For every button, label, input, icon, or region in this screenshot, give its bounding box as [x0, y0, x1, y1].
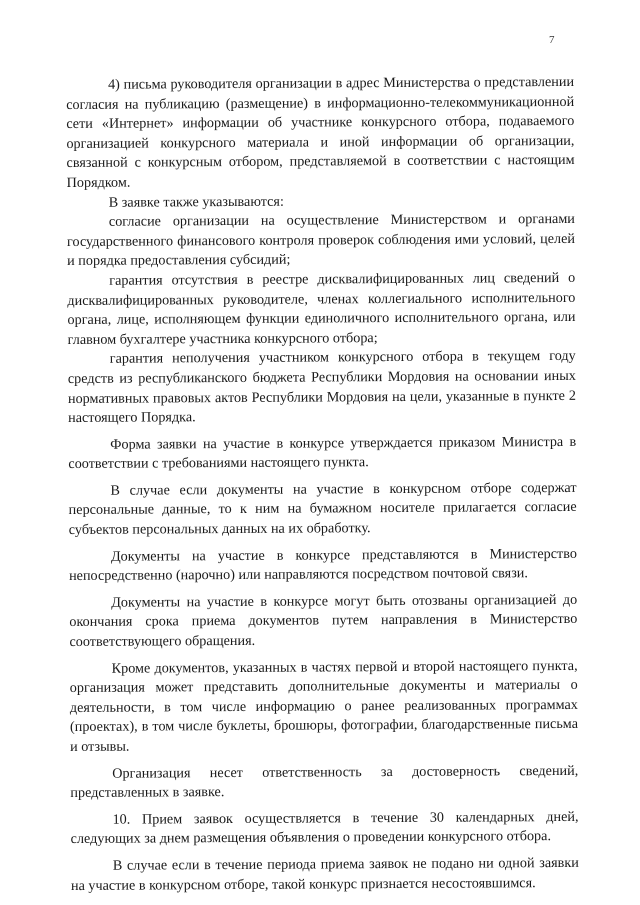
paragraph-responsibility: Организация несет ответственность за достоверность сведений, представленных в заявке. — [70, 762, 579, 802]
paragraph-guarantee-nonreceipt: гарантия неполучения участником конкурсного отбора в текущем году средств из республиканского бюджета Республики Мордовия на основании иных нормативных правовых актов Республики Мордовия на цели, указанные в пункте 2 настоящего Порядка. — [67, 348, 577, 427]
paragraph-personal-data: В случае если документы на участие в конкурсном отборе содержат персональные данные, то к ним на бумажном носителе прилагается согласие субъектов персональных данных на их обработку. — [68, 479, 577, 539]
paragraph-submission: Документы на участие в конкурсе представляются в Министерство непосредственно (нарочно) или направляются посредством почтовой связи. — [69, 545, 577, 585]
paragraph-guarantee-registry: гарантия отсутствия в реестре дисквалифицированных лиц сведений о дисквалифицированных руководителе, членах коллегиального исполнительного органа, лице, исполняющем функции единоличного исполнительного органа, или главном бухгалтере участника конкурсного отбора; — [67, 269, 576, 348]
paragraph-form-approval: Форма заявки на участие в конкурсе утверждается приказом Министра в соответствии с требованиями настоящего пункта. — [68, 433, 577, 473]
page-number: 7 — [549, 34, 555, 46]
paragraph-item-10: 10. Прием заявок осуществляется в течение 30 календарных дней, следующих за днем размещения объявления о проведении конкурсного отбора. — [70, 808, 579, 848]
paragraph-additional-docs: Кроме документов, указанных в частях первой и второй настоящего пункта, организация может представить дополнительные документы и материалы о деятельности, в том числе информацию о ранее реализованных программах (проектах), в том числе буклеты, брошюры, фотографии, благодарственные письма и отзывы. — [69, 657, 579, 755]
paragraph-item-4-letter: 4) письма руководителя организации в адрес Министерства о представлении согласия на публикацию (размещение) в информационно-телекоммуникационной сети «Интернет» информации об участнике конкурсного отбора, подаваемого организацией конкурсного материала и иной информации об организации, связанной с конкурсным отбором, представляемой в соответствии с настоящим Порядком. — [66, 73, 575, 191]
paragraph-withdrawal: Документы на участие в конкурсе могут быть отозваны организацией до окончания срока приема документов путем направления в Министерство соответствующего обращения. — [69, 591, 578, 651]
paragraph-application-also: В заявке также указываются: — [108, 193, 284, 211]
paragraph-consent-checks: согласие организации на осуществление Министерством и органами государственного финансового контроля проверок соблюдения ими условий, целей и порядка предоставления субсидий; — [66, 211, 576, 270]
document-body — [66, 73, 579, 896]
paragraph-not-held: В случае если в течение периода приема заявок не подано ни одной заявки на участие в конкурсном отборе, такой конкурс признается несостоявшимся. — [70, 854, 579, 894]
